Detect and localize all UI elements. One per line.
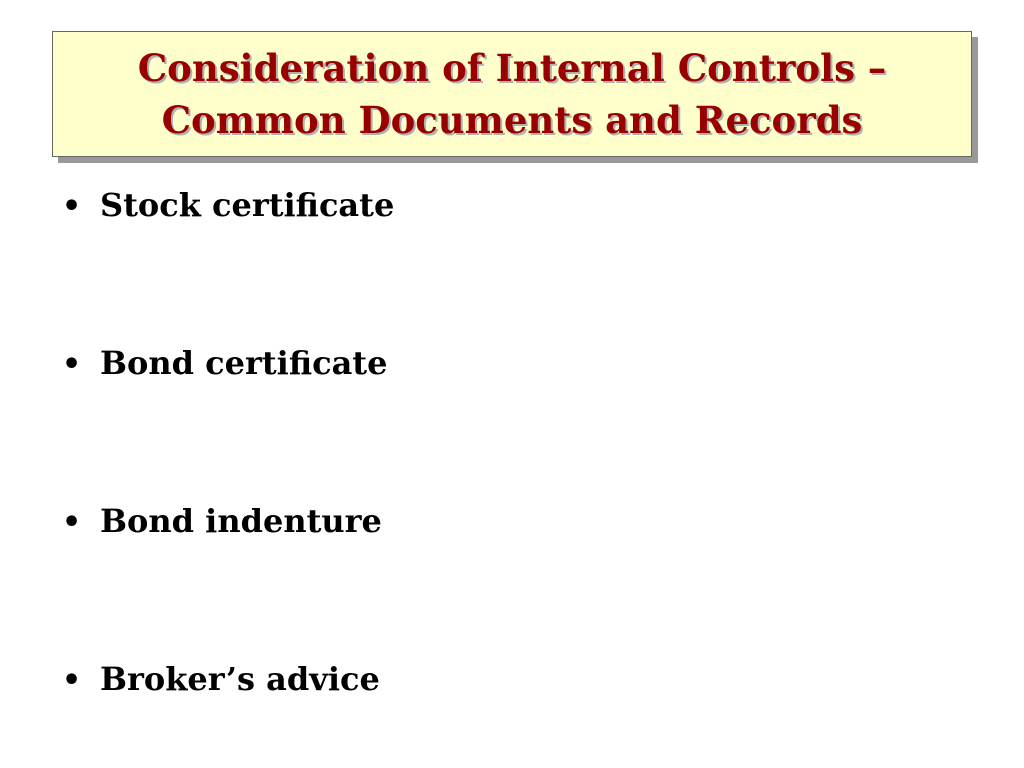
bullet-item-bond-indenture <box>62 492 962 650</box>
slide-title-line-2: Common Documents and Records <box>161 98 863 142</box>
bullet-icon: • <box>62 347 82 382</box>
bullet-icon: • <box>62 663 82 698</box>
bullet-text: Bond certificate <box>100 344 388 382</box>
bullet-text: Broker’s advice <box>100 660 380 698</box>
bullet-item-stock-certificate <box>62 176 962 334</box>
bullet-icon: • <box>62 189 82 224</box>
bullet-icon: • <box>62 505 82 540</box>
bullet-list <box>62 176 962 768</box>
slide-title-line-1: Consideration of Internal Controls – <box>137 46 887 90</box>
bullet-item-bond-certificate <box>62 334 962 492</box>
bullet-text: Bond indenture <box>100 502 382 540</box>
slide-title-box <box>52 31 972 157</box>
bullet-text: Stock certificate <box>100 186 395 224</box>
bullet-item-brokers-advice <box>62 650 962 768</box>
